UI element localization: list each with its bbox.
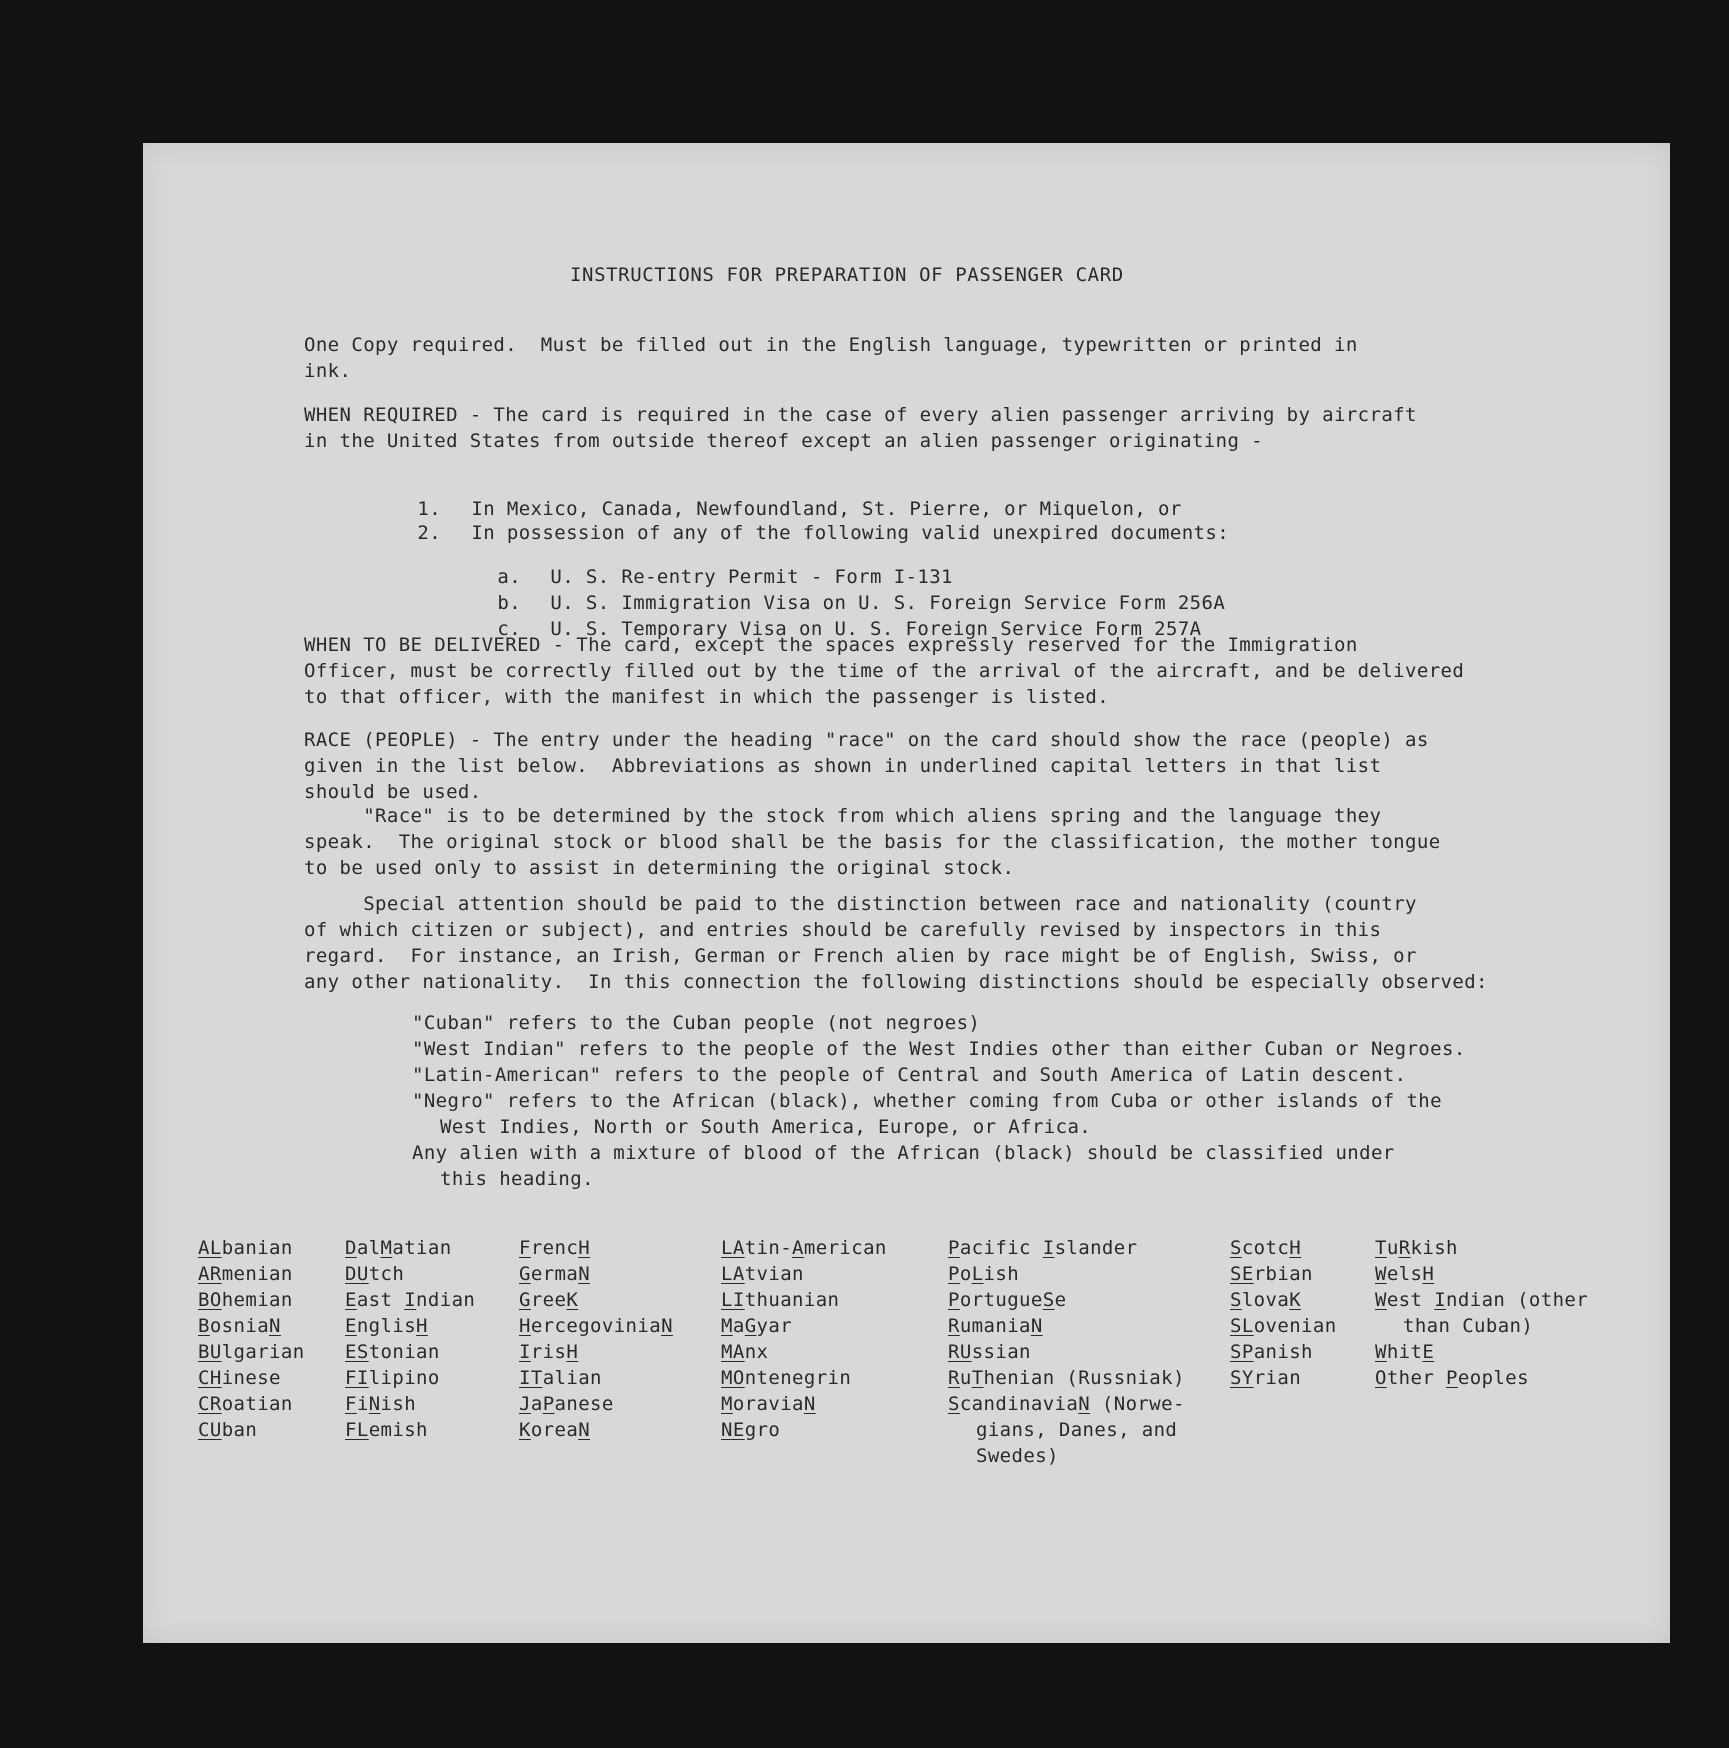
definition-line: "Negro" refers to the African (black), whether coming from Cuba or other islands of the bbox=[412, 1090, 1442, 1112]
race-abbreviation: M bbox=[380, 1237, 393, 1259]
race-abbreviation: RU bbox=[948, 1341, 972, 1363]
race-definitions bbox=[412, 1010, 1662, 1192]
race-abbreviation: P bbox=[542, 1393, 555, 1415]
race-abbreviation: M bbox=[721, 1393, 733, 1415]
race-definition-paragraph: "Race" is to be determined by the stock from which aliens spring and the language they speak. The original stock or blood shall be the basis for the classification, the mother tongue to be used only to assist in determining the original stock. bbox=[304, 805, 1441, 879]
race-abbreviation: A bbox=[792, 1237, 804, 1259]
race-abbreviation: S bbox=[1230, 1289, 1242, 1311]
race-abbreviation: MO bbox=[721, 1367, 745, 1389]
race-abbreviation: I bbox=[1434, 1289, 1447, 1311]
race-list-item bbox=[345, 1391, 475, 1417]
race-abbreviation: H bbox=[1289, 1237, 1302, 1259]
race-list-item bbox=[1375, 1235, 1588, 1261]
race-abbreviation: FI bbox=[345, 1367, 369, 1389]
race-name-part: ercegovinia bbox=[530, 1315, 662, 1337]
race-abbreviation: CR bbox=[198, 1393, 222, 1415]
race-abbreviation: S bbox=[1230, 1237, 1242, 1259]
race-list-item bbox=[519, 1261, 673, 1287]
race-name-part: al bbox=[356, 1237, 381, 1259]
race-abbreviation: W bbox=[1375, 1289, 1387, 1311]
race-abbreviation: P bbox=[948, 1237, 960, 1259]
race-list-item bbox=[948, 1287, 1185, 1313]
race-name-part: hemian bbox=[221, 1289, 293, 1311]
race-column bbox=[345, 1235, 475, 1443]
race-abbreviation: W bbox=[1375, 1341, 1387, 1363]
race-name-part: atian bbox=[392, 1237, 452, 1259]
race-list-item bbox=[345, 1339, 475, 1365]
race-abbreviation: MA bbox=[721, 1341, 745, 1363]
race-list-item bbox=[345, 1365, 475, 1391]
race-abbreviation: F bbox=[345, 1393, 357, 1415]
definition-line: "Latin-American" refers to the people of Central and South America of Latin descent. bbox=[412, 1064, 1407, 1086]
race-name-part: merican bbox=[803, 1237, 887, 1259]
race-name-part: osnia bbox=[209, 1315, 270, 1337]
document-title: INSTRUCTIONS FOR PREPARATION OF PASSENGER CARD bbox=[570, 264, 1124, 286]
race-abbreviation: LA bbox=[721, 1263, 745, 1285]
race-name-part: (Norwe- bbox=[1090, 1393, 1185, 1415]
race-list-item bbox=[1230, 1287, 1337, 1313]
definition-line: "Cuban" refers to the Cuban people (not negroes) bbox=[412, 1012, 981, 1034]
race-abbreviation: N bbox=[661, 1315, 673, 1337]
race-abbreviation: AR bbox=[198, 1263, 222, 1285]
race-abbreviation: H bbox=[416, 1315, 428, 1337]
race-column bbox=[948, 1235, 1185, 1469]
race-name-part: oatian bbox=[221, 1393, 293, 1415]
race-abbreviation: P bbox=[948, 1263, 960, 1285]
race-list-item bbox=[519, 1417, 673, 1443]
definition-line: this heading. bbox=[440, 1168, 594, 1190]
copy-required-paragraph: One Copy required. Must be filled out in the English language, typewritten or printed in ink. bbox=[304, 334, 1358, 382]
race-abbreviation: I bbox=[1042, 1237, 1055, 1259]
race-name-part: slander bbox=[1054, 1237, 1138, 1259]
race-list-item bbox=[948, 1313, 1185, 1339]
document-letter: b. bbox=[497, 592, 522, 614]
race-abbreviation: E bbox=[345, 1289, 357, 1311]
race-name-part: ssian bbox=[971, 1341, 1031, 1363]
race-abbreviation: N bbox=[578, 1263, 591, 1285]
race-list-item bbox=[519, 1287, 673, 1313]
race-list-item bbox=[721, 1235, 887, 1261]
race-abbreviation: G bbox=[744, 1315, 757, 1337]
race-abbreviation: AL bbox=[198, 1237, 222, 1259]
race-abbreviation: ES bbox=[345, 1341, 369, 1363]
race-list-item bbox=[948, 1391, 1185, 1417]
race-name-part: u bbox=[1386, 1237, 1399, 1259]
race-name-part: inese bbox=[221, 1367, 281, 1389]
race-list-item bbox=[948, 1365, 1185, 1391]
race-abbreviation: P bbox=[1446, 1367, 1458, 1389]
race-name-part: rbian bbox=[1253, 1263, 1313, 1285]
race-name-part: candinavia bbox=[959, 1393, 1079, 1415]
race-abbreviation: N bbox=[368, 1393, 381, 1415]
race-abbreviation: P bbox=[948, 1289, 960, 1311]
race-name-part: tch bbox=[368, 1263, 405, 1285]
race-list-item bbox=[948, 1261, 1185, 1287]
race-list-item bbox=[345, 1235, 475, 1261]
race-name-part: renc bbox=[530, 1237, 579, 1259]
race-abbreviation: FL bbox=[345, 1419, 369, 1441]
race-abbreviation: IT bbox=[519, 1367, 543, 1389]
condition-number: 2. bbox=[417, 522, 442, 544]
race-name-part: ovenian bbox=[1253, 1315, 1337, 1337]
race-list-item bbox=[345, 1261, 475, 1287]
race-column bbox=[1375, 1235, 1588, 1391]
race-list-item bbox=[721, 1261, 887, 1287]
race-abbreviation: K bbox=[519, 1419, 531, 1441]
document-text: U. S. Immigration Visa on U. S. Foreign Service Form 256A bbox=[550, 592, 1226, 614]
race-abbreviation: E bbox=[345, 1315, 357, 1337]
race-name-part: o bbox=[959, 1263, 972, 1285]
race-abbreviation: F bbox=[519, 1237, 531, 1259]
race-abbreviation: LA bbox=[721, 1237, 745, 1259]
race-list-item bbox=[1230, 1313, 1337, 1339]
race-name-part: tonian bbox=[368, 1341, 440, 1363]
document-text: U. S. Temporary Visa on U. S. Foreign Service Form 257A bbox=[550, 618, 1202, 640]
race-name-part: ish bbox=[983, 1263, 1020, 1285]
race-name-part: acific bbox=[959, 1237, 1043, 1259]
race-people-paragraph: RACE (PEOPLE) - The entry under the heading "race" on the card should show the race (people) as given in the list below. Abbreviations as shown in underlined capital letters in that list should be used. bbox=[304, 729, 1429, 803]
race-abbreviation: SL bbox=[1230, 1315, 1254, 1337]
race-name-part: orea bbox=[530, 1419, 579, 1441]
race-name-part: anese bbox=[554, 1393, 614, 1415]
condition-text: In possession of any of the following valid unexpired documents: bbox=[471, 522, 1230, 544]
race-name-part: e bbox=[1054, 1289, 1067, 1311]
race-list-item bbox=[519, 1365, 673, 1391]
race-name-part: ortugue bbox=[959, 1289, 1043, 1311]
race-abbreviation: LI bbox=[721, 1289, 745, 1311]
race-abbreviation: H bbox=[519, 1315, 531, 1337]
race-name-part: cotc bbox=[1241, 1237, 1290, 1259]
race-list-item bbox=[198, 1287, 305, 1313]
document-text: U. S. Re-entry Permit - Form I-131 bbox=[550, 566, 953, 588]
race-name-part: Swedes) bbox=[976, 1445, 1059, 1467]
when-required-paragraph: WHEN REQUIRED - The card is required in the case of every alien passenger arriving by aircraft in the United States from outside thereof except an alien passenger originating - bbox=[304, 404, 1417, 452]
race-list-item bbox=[948, 1443, 1185, 1469]
race-abbreviation: O bbox=[1375, 1367, 1387, 1389]
race-abbreviation: H bbox=[578, 1237, 591, 1259]
race-name-part: ast bbox=[356, 1289, 405, 1311]
race-name-part: lova bbox=[1241, 1289, 1290, 1311]
race-list-item bbox=[198, 1391, 305, 1417]
race-list-item bbox=[721, 1287, 887, 1313]
race-list-item bbox=[198, 1339, 305, 1365]
race-name-part: tin- bbox=[744, 1237, 793, 1259]
race-name-part: henian (Russniak) bbox=[983, 1367, 1185, 1389]
race-abbreviation: L bbox=[971, 1263, 984, 1285]
race-name-part: than Cuban) bbox=[1403, 1315, 1534, 1337]
race-list-item bbox=[948, 1235, 1185, 1261]
race-list-item bbox=[519, 1235, 673, 1261]
race-name-part: kish bbox=[1410, 1237, 1458, 1259]
race-name-part: ntenegrin bbox=[744, 1367, 852, 1389]
race-abbreviation: N bbox=[1030, 1315, 1043, 1337]
definition-line: Any alien with a mixture of blood of the African (black) should be classified under bbox=[412, 1142, 1395, 1164]
race-abbreviation: CU bbox=[198, 1419, 222, 1441]
race-list-item bbox=[345, 1417, 475, 1443]
race-name-part: ndian bbox=[416, 1289, 476, 1311]
definition-line: West Indies, North or South America, Europe, or Africa. bbox=[440, 1116, 1092, 1138]
race-abbreviation: BO bbox=[198, 1289, 222, 1311]
race-abbreviation: S bbox=[1042, 1289, 1055, 1311]
race-abbreviation: M bbox=[721, 1315, 733, 1337]
race-name-part: ree bbox=[530, 1289, 567, 1311]
race-name-part: els bbox=[1386, 1263, 1423, 1285]
race-list-item bbox=[1230, 1261, 1337, 1287]
race-abbreviation: R bbox=[948, 1315, 960, 1337]
race-abbreviation: B bbox=[198, 1315, 210, 1337]
race-list-item bbox=[1375, 1261, 1588, 1287]
race-abbreviation: I bbox=[519, 1341, 531, 1363]
race-name-part: alian bbox=[542, 1367, 602, 1389]
condition-number: 1. bbox=[417, 498, 442, 520]
race-list-item bbox=[1375, 1287, 1588, 1313]
race-name-part: banian bbox=[221, 1237, 293, 1259]
race-abbreviation: N bbox=[1078, 1393, 1091, 1415]
race-list-item bbox=[721, 1365, 887, 1391]
race-abbreviation: R bbox=[948, 1367, 960, 1389]
race-name-part: ndian (other bbox=[1446, 1289, 1589, 1311]
race-list-item bbox=[721, 1313, 887, 1339]
race-abbreviation: H bbox=[566, 1341, 579, 1363]
race-abbreviation: W bbox=[1375, 1263, 1387, 1285]
race-column bbox=[519, 1235, 673, 1443]
race-list-item bbox=[519, 1339, 673, 1365]
race-name-part: anish bbox=[1253, 1341, 1313, 1363]
race-name-part: ther bbox=[1386, 1367, 1447, 1389]
race-abbreviation: N bbox=[578, 1419, 591, 1441]
race-abbreviation: SP bbox=[1230, 1341, 1254, 1363]
race-abbreviation: K bbox=[566, 1289, 579, 1311]
race-name-part: i bbox=[356, 1393, 369, 1415]
race-abbreviation: NE bbox=[721, 1419, 745, 1441]
race-name-part: gro bbox=[744, 1419, 781, 1441]
race-list-item bbox=[721, 1417, 887, 1443]
when-delivered-paragraph: WHEN TO BE DELIVERED - The card, except the spaces expressly reserved for the Immigration Officer, must be correctly filled out by the time of the arrival of the aircraft, and be delivered to that officer, with the manifest in which the passenger is listed. bbox=[304, 634, 1465, 708]
definition-line: "West Indian" refers to the people of the West Indies other than either Cuban or Negroes. bbox=[412, 1038, 1466, 1060]
race-list-item bbox=[198, 1261, 305, 1287]
race-list-item bbox=[345, 1313, 475, 1339]
race-list-item bbox=[1230, 1235, 1337, 1261]
race-name-part: menian bbox=[221, 1263, 293, 1285]
race-name-part: yar bbox=[756, 1315, 793, 1337]
race-list-item bbox=[948, 1417, 1185, 1443]
race-abbreviation: D bbox=[345, 1237, 357, 1259]
race-list-item bbox=[948, 1339, 1185, 1365]
race-abbreviation: T bbox=[971, 1367, 984, 1389]
race-abbreviation: E bbox=[1422, 1341, 1435, 1363]
special-attention-paragraph: Special attention should be paid to the distinction between race and nationality (country of which citizen or subject), and entries should be carefully revised by inspectors in this regard. For instance, an Irish, German or French alien by race might be of English, Swiss, or any other nationality. In this connection the following distinctions should be especially observed: bbox=[304, 893, 1488, 993]
race-name-part: ish bbox=[380, 1393, 417, 1415]
race-name-part: oravia bbox=[732, 1393, 804, 1415]
race-list-item bbox=[198, 1313, 305, 1339]
race-abbreviation: R bbox=[1398, 1237, 1411, 1259]
condition-text: In Mexico, Canada, Newfoundland, St. Pierre, or Miquelon, or bbox=[471, 498, 1182, 520]
race-abbreviation: N bbox=[803, 1393, 816, 1415]
document-letter: a. bbox=[497, 566, 522, 588]
race-name-part: hit bbox=[1386, 1341, 1423, 1363]
race-name-part: nx bbox=[744, 1341, 769, 1363]
race-name-part: rian bbox=[1253, 1367, 1302, 1389]
race-abbreviation: SE bbox=[1230, 1263, 1254, 1285]
race-abbreviation: S bbox=[948, 1393, 960, 1415]
race-list-item bbox=[1375, 1365, 1588, 1391]
race-abbreviation: SY bbox=[1230, 1367, 1254, 1389]
race-abbreviation: DU bbox=[345, 1263, 369, 1285]
race-name-part: ris bbox=[530, 1341, 567, 1363]
race-abbreviation: CH bbox=[198, 1367, 222, 1389]
race-abbreviation: T bbox=[1375, 1237, 1387, 1259]
race-name-part: a bbox=[530, 1393, 543, 1415]
race-list-item bbox=[721, 1391, 887, 1417]
race-name-part: emish bbox=[368, 1419, 428, 1441]
race-name-part: tvian bbox=[744, 1263, 804, 1285]
race-abbreviation: H bbox=[1422, 1263, 1435, 1285]
race-name-part: nglis bbox=[356, 1315, 417, 1337]
race-name-part: lipino bbox=[368, 1367, 440, 1389]
race-list-item bbox=[1230, 1339, 1337, 1365]
race-list-item bbox=[345, 1287, 475, 1313]
race-column bbox=[721, 1235, 887, 1443]
race-name-part: gians, Danes, and bbox=[976, 1419, 1178, 1441]
race-column bbox=[198, 1235, 305, 1443]
race-list-item bbox=[198, 1365, 305, 1391]
race-abbreviation: J bbox=[519, 1393, 531, 1415]
race-abbreviation: G bbox=[519, 1263, 531, 1285]
race-name-part: erma bbox=[530, 1263, 579, 1285]
race-list-item bbox=[198, 1417, 305, 1443]
race-abbreviation: G bbox=[519, 1289, 531, 1311]
race-abbreviation: N bbox=[269, 1315, 281, 1337]
race-list-item bbox=[721, 1339, 887, 1365]
race-name-part: u bbox=[959, 1367, 972, 1389]
race-abbreviation: K bbox=[1289, 1289, 1302, 1311]
race-name-part: est bbox=[1386, 1289, 1435, 1311]
race-abbreviation: BU bbox=[198, 1341, 222, 1363]
race-list-item bbox=[198, 1235, 305, 1261]
race-name-part: umania bbox=[959, 1315, 1031, 1337]
race-list-item bbox=[1375, 1339, 1588, 1365]
race-name-part: eoples bbox=[1457, 1367, 1529, 1389]
race-name-part: thuanian bbox=[744, 1289, 840, 1311]
race-name-part: lgarian bbox=[221, 1341, 305, 1363]
race-abbreviation: I bbox=[404, 1289, 417, 1311]
race-list-item bbox=[1230, 1365, 1337, 1391]
race-column bbox=[1230, 1235, 1337, 1391]
race-name-part: a bbox=[732, 1315, 745, 1337]
race-list-item bbox=[1375, 1313, 1588, 1339]
race-list-item bbox=[519, 1391, 673, 1417]
race-name-part: ban bbox=[221, 1419, 258, 1441]
race-list-item bbox=[519, 1313, 673, 1339]
document-letter: c. bbox=[497, 618, 522, 640]
